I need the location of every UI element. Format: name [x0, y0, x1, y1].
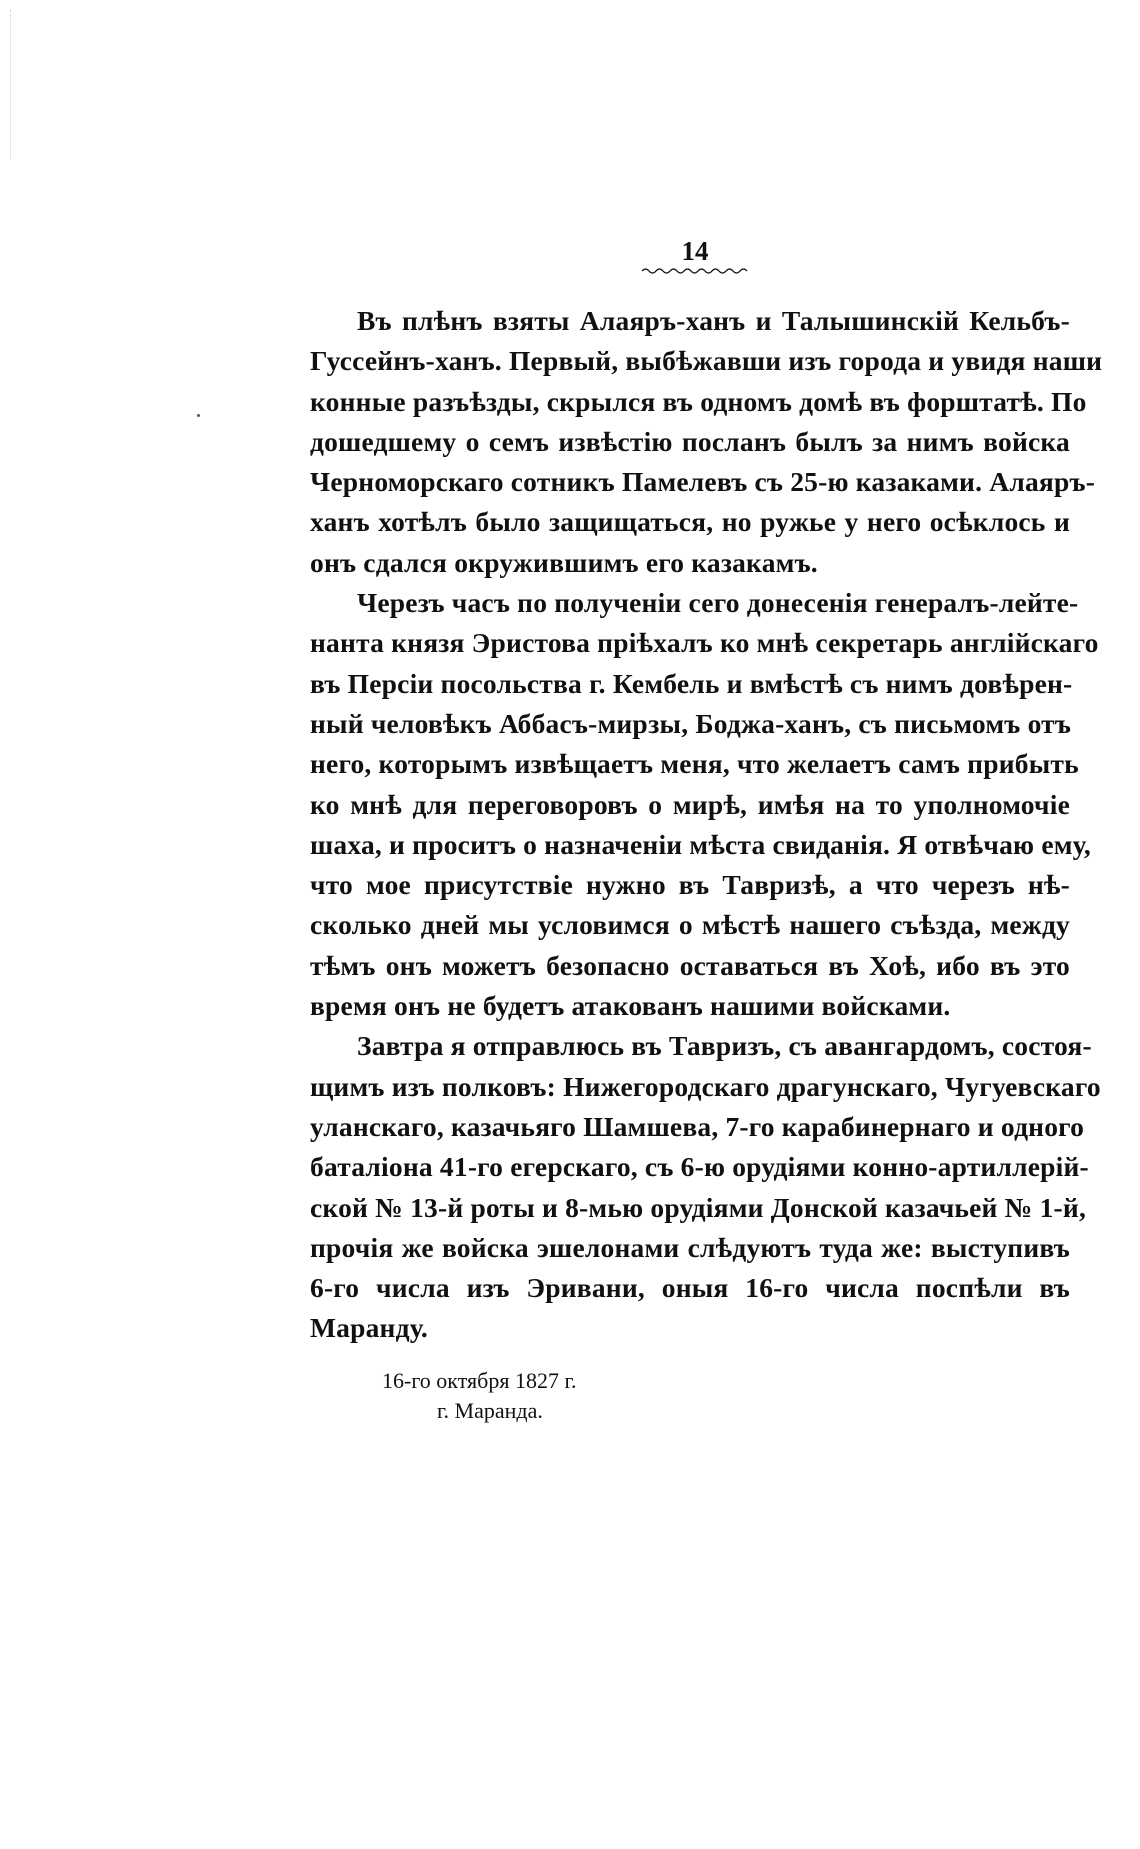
- text-line: шаха, и проситъ о назначеніи мѣста свиданія. Я отвѣчаю ему,: [310, 828, 1091, 860]
- dateline-place: г. Маранда.: [437, 1398, 543, 1423]
- dateline-date: 16-го октября 1827 г.: [382, 1368, 577, 1393]
- text-line: онъ сдался окружившимъ его казакамъ.: [310, 546, 818, 578]
- text-line: Черноморскаго сотникъ Памелевъ съ 25-ю казаками. Алаяръ-: [310, 466, 1096, 498]
- body-text: [310, 301, 1103, 1349]
- page-number: 14: [681, 236, 709, 266]
- text-line: Завтра я отправлюсь въ Тавризъ, съ авангардомъ, состоя-: [357, 1030, 1092, 1062]
- text-line: него, которымъ извѣщаетъ меня, что желаетъ самъ прибыть: [310, 748, 1079, 780]
- text-line: 6-го числа изъ Эривани, оныя 16-го числа поспѣли въ: [310, 1272, 1070, 1304]
- text-line: ской № 13-й роты и 8-мью орудіями Донской казачьей № 1-й,: [310, 1191, 1087, 1223]
- text-line: въ Персіи посольства г. Кембель и вмѣстѣ съ нимъ довѣрен-: [310, 667, 1073, 699]
- scan-speck: [197, 414, 200, 417]
- text-line: уланскаго, казачьяго Шамшева, 7-го карабинернаго и одного: [310, 1110, 1085, 1142]
- dateline: [382, 1366, 782, 1426]
- text-line: ханъ хотѣлъ было защищаться, но ружье у него осѣклось и: [310, 506, 1070, 538]
- wavy-underline-ornament: [640, 266, 750, 276]
- text-line: ный человѣкъ Аббасъ-мирзы, Боджа-ханъ, съ письмомъ отъ: [310, 707, 1072, 739]
- text-line: щимъ изъ полковъ: Нижегородскаго драгунскаго, Чугуевскаго: [310, 1070, 1101, 1102]
- text-line: тѣмъ онъ можетъ безопасно оставаться въ Хоѣ, ибо въ это: [310, 949, 1070, 981]
- page-header: [640, 236, 750, 276]
- text-line: что мое присутствіе нужно въ Тавризѣ, а что черезъ нѣ-: [310, 869, 1070, 901]
- text-line: сколько дней мы условимся о мѣстѣ нашего съѣзда, между: [310, 909, 1070, 941]
- text-line: конные разъѣзды, скрылся въ одномъ домѣ въ форштатѣ. По: [310, 385, 1087, 417]
- text-line: прочія же войска эшелонами слѣдуютъ туда же: выступивъ: [310, 1231, 1070, 1263]
- text-line: Гуссейнъ-ханъ. Первый, выбѣжавши изъ города и увидя наши: [310, 345, 1103, 377]
- scan-edge-mark: [10, 10, 11, 160]
- text-line: баталіона 41-го егерскаго, съ 6-ю орудіями конно-артиллерій-: [310, 1151, 1089, 1183]
- text-line: время онъ не будетъ атакованъ нашими войсками.: [310, 990, 951, 1022]
- text-line: нанта князя Эристова пріѣхалъ ко мнѣ секретарь англійскаго: [310, 627, 1099, 659]
- text-line: Въ плѣнъ взяты Алаяръ-ханъ и Талышинскій Кельбъ-: [357, 305, 1070, 336]
- text-line: дошедшему о семъ извѣстію посланъ былъ за нимъ войска: [310, 425, 1070, 457]
- text-line: Черезъ часъ по полученіи сего донесенія генералъ-лейте-: [357, 587, 1079, 619]
- text-line: ко мнѣ для переговоровъ о мирѣ, имѣя на то уполномочіе: [310, 788, 1070, 820]
- text-line: Маранду.: [310, 1312, 428, 1344]
